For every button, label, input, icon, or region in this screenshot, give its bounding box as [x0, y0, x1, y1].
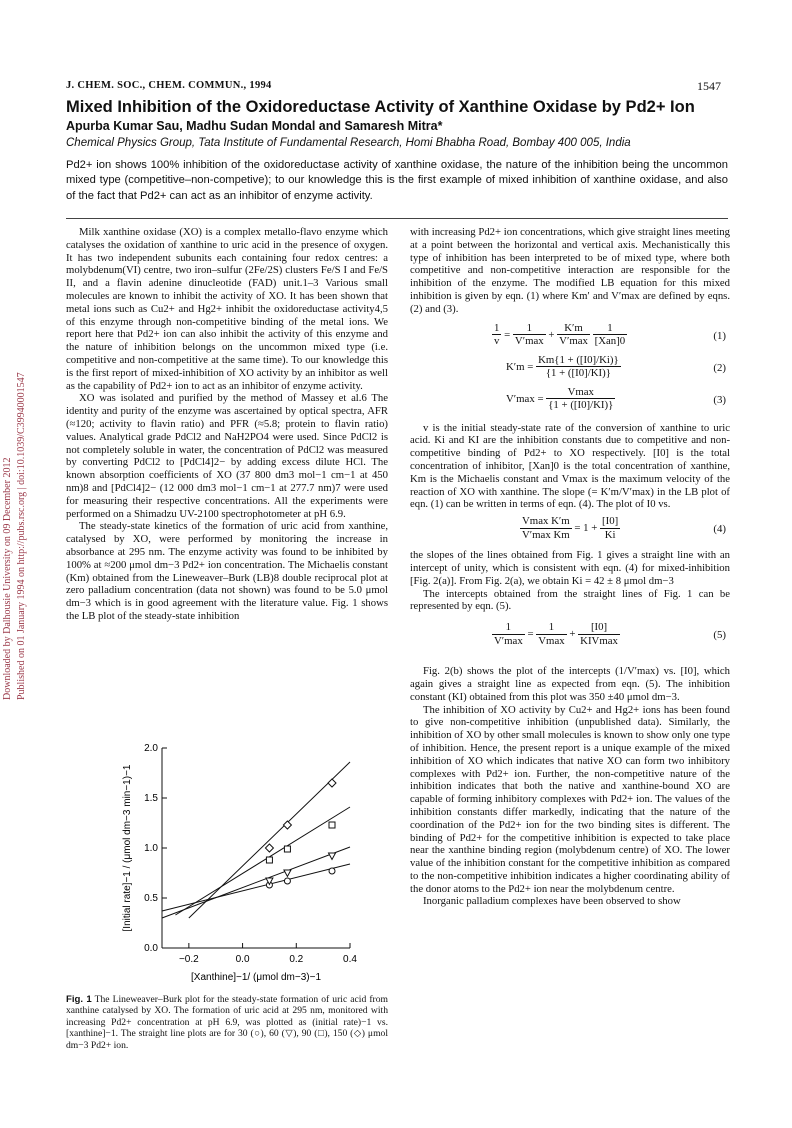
eq-term: 1 [513, 322, 546, 336]
equation-number: (4) [713, 523, 726, 536]
paragraph: Milk xanthine oxidase (XO) is a complex metallo-flavo enzyme which catalyses the oxidation of xanthine to uric acid in the presence of oxygen. It has two independent subunits each containing four redox centres: a molybdenum(VI) centre, two iron–sulfur (2Fe/2S) clusters Fe/S I and Fe/S II, and a flavin adenine dinucleotide (FAD) unit.1–3 Various small molecules are known to inhibit the activity of XO. It has been shown that metal ions such as Cu2+ and Hg2+ inhibit the oxidoreductase activity4,5 of this enzyme through non-competitive binding of the metal ions. We report here that Pd2+ ion can also inhibit the activity of this enzyme and the nature of inhibition belongs on the uncommon mixed type (i.e. competitive and non-competitive at the same time). To our knowledge this is the first report of mixed-inhibition of XO activity by an inhibitor as well as the capability of Pd2+ ion to act as an inhibitor of enzyme activity. [66, 226, 388, 392]
eq-term: 1 [494, 321, 500, 334]
eq-sign: + [548, 328, 555, 341]
equation-number: (2) [713, 361, 726, 374]
eq-term: KIVmax [580, 634, 618, 647]
y-axis-label: [Initial rate]−1 / (μmol dm−3 min−1)−1 [122, 764, 133, 932]
y-tick-label: 0.5 [144, 893, 158, 904]
eq-term: {1 + ([I0]/KI)} [545, 367, 611, 380]
left-column [66, 226, 388, 623]
eq-term: [I0] [602, 515, 619, 528]
eq-sign: + [569, 627, 576, 640]
eq-term: [I0] [578, 621, 620, 635]
eq-term: {1 + ([I0]/KI)} [548, 399, 614, 412]
series-line-30 [162, 864, 350, 911]
abstract-divider [66, 218, 728, 219]
data-point-150 [265, 844, 273, 852]
equation-2 [410, 354, 730, 386]
eq-term: Vmax K′m [522, 515, 570, 528]
eq-term: V′max [494, 634, 523, 647]
y-tick-label: 1.0 [144, 843, 158, 854]
download-notice-line1: Downloaded by Dalhousie University on 09 December 2012 [2, 457, 13, 700]
series-line-150 [189, 762, 350, 918]
article-authors: Apurba Kumar Sau, Madhu Sudan Mondal and Samaresh Mitra* [66, 119, 443, 133]
eq-term: Ki [604, 528, 616, 541]
download-notice [0, 180, 27, 700]
eq-sign: = [527, 627, 534, 640]
data-point-90 [284, 846, 290, 852]
data-point-90 [329, 822, 335, 828]
data-point-90 [266, 857, 272, 863]
data-point-30 [284, 878, 290, 884]
x-tick-label: 0.2 [289, 954, 304, 965]
journal-header: J. CHEM. SOC., CHEM. COMMUN., 1994 [66, 80, 272, 91]
equation-4 [410, 515, 730, 549]
paragraph: XO was isolated and purified by the method of Massey et al.6 The identity and purity of the enzyme was ascertained by optical spectra, AFR (≈120; activity to flavin ratio) and PFR (≈5.8; protein to flavin ratio) values. Analytical grade PdCl2 and NaH2PO4 were used. Since PdCl2 is not completely soluble in water, the concentration of PdCl2 was measured by converting PdCl2 to [PdCl4]2− by adding excess dilute HCl. The known absorption coefficients of XO (37 800 dm3 mol−1 cm−1 at 450 nm)8 and [PdCl4]2− (12 000 dm3 mol−1 cm−1 at 277.7 nm)7 were used for measuring their respective concentrations. All the experiments were performed on a Shimadzu UV-2100 spectrophotometer at pH 6.9. [66, 392, 388, 520]
page-number: 1547 [697, 79, 721, 93]
eq-term: Vmax [538, 634, 565, 647]
equation-number: (1) [713, 329, 726, 342]
eq-term: Vmax [546, 386, 615, 400]
figure-1 [100, 738, 370, 988]
paragraph: the slopes of the lines obtained from Fig. 1 gives a straight line with an intercept of unity, which is consistent with eqn. (4) for mixed-inhibition [Fig. 2(a)]. From Fig. 2(a), we obtain Ki = 42 ± 8 μmol dm−3 [410, 549, 730, 587]
y-tick-label: 2.0 [144, 743, 158, 754]
eq-term: K′m = [506, 360, 534, 373]
series-line-90 [175, 807, 350, 915]
eq-term: V′max [514, 335, 544, 348]
article-abstract: Pd2+ ion shows 100% inhibition of the oxidoreductase activity of xanthine oxidase, the nature of the inhibition being the uncommon mixed type (competitive–non-competive); to our knowledge this is the first example of mixed inhibition of xanthine oxidase, and also of the fact that Pd2+ can act as an inhibitor of enzyme activity. [66, 159, 728, 202]
download-notice-line2[interactable]: Published on 01 January 1994 on http://pubs.rsc.org | doi:10.1039/C39940001547 [16, 372, 27, 700]
data-point-150 [283, 821, 291, 829]
eq-term: V′max = [506, 392, 544, 405]
paragraph: The inhibition of XO activity by Cu2+ and Hg2+ ions has been found to give non-competitive inhibition (unpublished data). Similarly, the inhibition of XO by other small molecules is known to show only one type of inhibition. Hence, the present report is a unique example of the mixed inhibition of XO which indicates that native XO can form two inhibitory complexes with Pd2+ ion. Further, the non-competitive nature of the inhibition indicates that both the native and xanthine-bound XO are capable of forming inhibitory complexes with Pd2+ ion. The values of the inhibition constants differ markedly, indicating that the nature of the coordination of the Pd2+ ion for the two binding sites is different. The binding of Pd2+ for the competitive inhibition is expected to take place near the xanthine binding region (molybdenum centre) of XO. The lower value of the inhibition constant for the competitive inhibition as compared to the non-competitive inhibition indicates a higher coordinating ability of the donor atoms to the Pd2+ ion near the molybdenum centre. [410, 703, 730, 895]
data-point-150 [328, 779, 336, 787]
caption-label: Fig. 1 [66, 994, 92, 1005]
lineweaver-burk-chart [100, 738, 370, 988]
eq-term: K′m [557, 322, 590, 336]
paragraph: v is the initial steady-state rate of the conversion of xanthine to uric acid. Ki and KI are the inhibition constants due to competitive and non-competitive binding of Pd2+ to XO respectively. [I0] is the total concentration of inhibitor, [Xan]0 is the total concentration of xanthine, Km is the Michaelis constant and Vmax is the maximum velocity of the reaction of XO with xanthine. The slope (= K′m/V′max) in the LB plot of eqn. (1) can be written in terms of eqn. (4). The plot of I0 vs. [410, 421, 730, 511]
eq-term: V′max Km [522, 528, 570, 541]
eq-term: Km{1 + ([I0]/Ki)} [538, 353, 619, 366]
paragraph: The intercepts obtained from the straight lines of Fig. 1 can be represented by eqn. (5). [410, 587, 730, 613]
eq-term: 1 [536, 621, 566, 635]
caption-text: The Lineweaver–Burk plot for the steady-state formation of uric acid from xanthine catalysed by XO. The formation of uric acid at 295 nm, monitored with increasing Pd2+ concentration at pH 6.9, was plotted as (initial rate)−1 vs. [xanthine]−1. The straight line plots are for 30 (○), 60 (▽), 90 (□), 150 (◇) μmol dm−3 Pd2+ ion. [66, 994, 388, 1051]
y-tick-label: 1.5 [144, 793, 158, 804]
right-column [410, 226, 730, 908]
eq-term: 1 [593, 322, 628, 336]
paragraph: with increasing Pd2+ ion concentrations, which give straight lines meeting at a point between the horizontal and vertical axis. Mechanistically this type of inhibition has been interpreted to be of mixed type, where both competitive and non-competitive interaction are responsible for the inhibition of the enzyme. The modified LB equation for this mixed inhibition is given by eqn. (1) where Km′ and V′max are defined by eqns. (2) and (3). [410, 226, 730, 315]
article-affiliation: Chemical Physics Group, Tata Institute of Fundamental Research, Homi Bhabha Road, Bombay 400 005, India [66, 137, 631, 149]
eq-term: [Xan]0 [594, 335, 626, 348]
x-tick-label: 0.0 [235, 954, 250, 965]
x-tick-label: −0.2 [178, 954, 199, 965]
x-axis-label: [Xanthine]−1/ (μmol dm−3)−1 [191, 972, 321, 983]
equation-3 [410, 386, 730, 422]
equation-1 [410, 322, 730, 354]
equation-number: (5) [713, 629, 726, 642]
data-point-60 [329, 853, 336, 860]
eq-term: = 1 + [574, 521, 598, 534]
eq-term: 1 [492, 621, 525, 635]
data-point-30 [329, 868, 335, 874]
eq-sign: = [504, 328, 511, 341]
data-point-60 [284, 870, 291, 877]
figure-caption [66, 994, 388, 1051]
eq-term: v [494, 335, 500, 348]
paragraph: Fig. 2(b) shows the plot of the intercepts (1/V′max) vs. [I0], which again gives a straight line as expected from eqn. (5). The inhibition constant (KI) obtained from this plot was 350 ±40 μmol dm−3. [410, 665, 730, 703]
paragraph: The steady-state kinetics of the formation of uric acid from xanthine, catalysed by XO, were performed by monitoring the increase in absorbance at 295 nm. The enzyme activity was found to be inhibited by 100% at ≈200 μmol dm−3 Pd2+ ion concentration. The Michaelis constant (Km) obtained from the Lineweaver–Burk (LB)8 double reciprocal plot at zero palladium concentration (data not shown) was found to be 5.0 μmol dm−3 which is in good agreement with the literature value. Fig. 1 shows the LB plot of the steady-state inhibition [66, 520, 388, 622]
article-title: Mixed Inhibition of the Oxidoreductase Activity of Xanthine Oxidase by Pd2+ Ion [66, 98, 695, 116]
eq-term: V′max [559, 335, 588, 348]
paragraph: Inorganic palladium complexes have been observed to show [423, 895, 681, 908]
series-line-60 [162, 847, 350, 918]
y-tick-label: 0.0 [144, 943, 158, 954]
equation-number: (3) [713, 393, 726, 406]
x-tick-label: 0.4 [343, 954, 357, 965]
equation-5 [410, 621, 730, 657]
